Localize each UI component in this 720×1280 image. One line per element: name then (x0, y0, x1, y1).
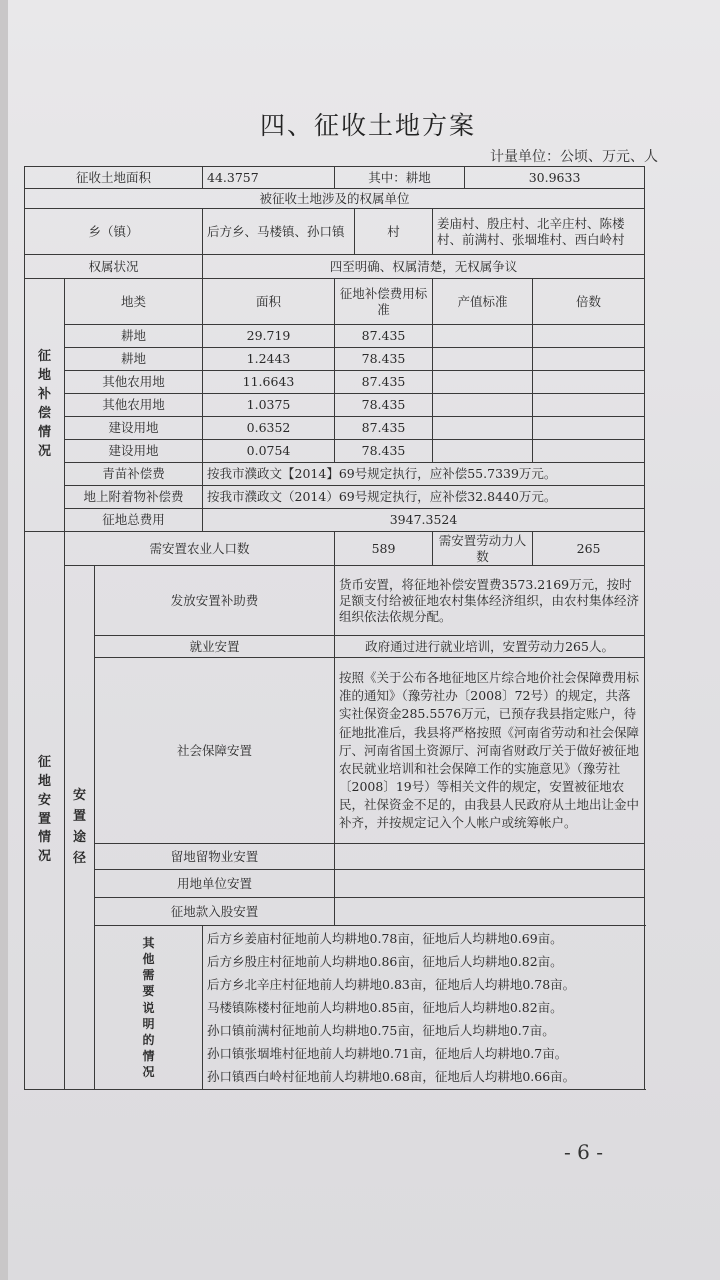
other-notes (203, 926, 645, 1090)
table-row (25, 532, 645, 566)
attachment-compensation-label: 地上附着物补偿费 (65, 486, 203, 509)
table-row (25, 509, 645, 532)
header-multiple: 倍数 (533, 279, 645, 325)
table-row (25, 658, 645, 844)
land-type: 其他农用地 (65, 394, 203, 417)
table-row (25, 209, 645, 255)
reserve-land-label: 留地留物业安置 (95, 844, 335, 870)
land-area: 11.6643 (203, 371, 335, 394)
farm-population-label: 需安置农业人口数 (65, 532, 335, 566)
crop-compensation-value: 按我市濮政文【2014】69号规定执行，应补偿55.7339万元。 (203, 463, 645, 486)
land-standard: 87.435 (335, 417, 433, 440)
area-value: 44.3757 (203, 167, 335, 189)
table-row (25, 371, 645, 394)
land-area: 0.0754 (203, 440, 335, 463)
total-cost-label: 征地总费用 (65, 509, 203, 532)
note-line: 马楼镇陈楼村征地前人均耕地0.85亩，征地后人均耕地0.82亩。 (207, 1000, 563, 1016)
employment-label: 就业安置 (95, 636, 335, 658)
crop-compensation-label: 青苗补偿费 (65, 463, 203, 486)
employment-value: 政府通过进行就业培训，安置劳动力265人。 (335, 636, 645, 658)
land-standard: 87.435 (335, 325, 433, 348)
resettlement-way-label: 安 置 途 径 (65, 566, 95, 1090)
document-page (8, 0, 720, 1280)
table-row (25, 167, 645, 189)
table-row (25, 279, 645, 325)
other-section-label: 其 他 需 要 说 明 的 情 况 (95, 926, 203, 1090)
social-security-label: 社会保障安置 (95, 658, 335, 844)
header-area: 面积 (203, 279, 335, 325)
page-number: - 6 - (564, 1140, 603, 1164)
social-security-value: 按照《关于公布各地征地区片综合地价社会保障费用标准的通知》（豫劳社办〔2008〕72号）的规定，共落实社保资金285.5576万元，已预存我县指定账户，待征地批准后，我县将严格按照《河南省劳动和社会保障厅、河南省国土资源厅、河南省财政厅关于做好被征地农民就业培训和社会保障工作的实施意见》（豫劳社〔2008〕19号）等相关文件的规定，安置被征地农民，社保资金不足的，由我县人民政府从土地出让金中补齐，并按规定记入个人帐户或统筹帐户。 (335, 658, 645, 844)
table-row (25, 394, 645, 417)
land-area: 1.2443 (203, 348, 335, 371)
land-standard: 78.435 (335, 348, 433, 371)
village-value: 姜庙村、殷庄村、北辛庄村、陈楼村、前满村、张堌堆村、西白岭村 (433, 209, 645, 255)
table-row (25, 255, 645, 279)
ownership-value: 四至明确、权属清楚，无权属争议 (203, 255, 645, 279)
table-row (25, 636, 645, 658)
land-standard: 78.435 (335, 440, 433, 463)
land-area: 1.0375 (203, 394, 335, 417)
resettlement-section-label: 征 地 安 置 情 况 (25, 532, 65, 1090)
table-row (25, 189, 645, 209)
table-row (25, 440, 645, 463)
land-type: 建设用地 (65, 440, 203, 463)
table-row (25, 870, 645, 898)
note-line: 后方乡北辛庄村征地前人均耕地0.83亩，征地后人均耕地0.78亩。 (207, 977, 576, 993)
unit-note: 计量单位：公顷、万元、人 (490, 149, 658, 165)
land-type: 其他农用地 (65, 371, 203, 394)
table-row (25, 566, 645, 636)
area-label: 征收土地面积 (25, 167, 203, 189)
header-output-value: 产值标准 (433, 279, 533, 325)
village-label: 村 (355, 209, 433, 255)
table-row (25, 325, 645, 348)
township-label: 乡（镇） (25, 209, 203, 255)
rights-header: 被征收土地涉及的权属单位 (25, 189, 645, 209)
township-value: 后方乡、马楼镇、孙口镇 (203, 209, 355, 255)
land-type: 建设用地 (65, 417, 203, 440)
land-standard: 87.435 (335, 371, 433, 394)
labor-count-label: 需安置劳动力人数 (433, 532, 533, 566)
note-line: 孙口镇张堌堆村征地前人均耕地0.71亩，征地后人均耕地0.7亩。 (207, 1046, 568, 1062)
farm-population-value: 589 (335, 532, 433, 566)
attachment-compensation-value: 按我市濮政文（2014）69号规定执行，应补偿32.8440万元。 (203, 486, 645, 509)
header-land-type: 地类 (65, 279, 203, 325)
land-standard: 78.435 (335, 394, 433, 417)
page-title: 四、征收土地方案 (259, 111, 476, 140)
table-row (25, 486, 645, 509)
land-area: 0.6352 (203, 417, 335, 440)
table-row (25, 348, 645, 371)
share-label: 征地款入股安置 (95, 898, 335, 926)
subsidy-value: 货币安置，将征地补偿安置费3573.2169万元，按时足额支付给被征地农村集体经济组织，由农村集体经济组织依法依规分配。 (335, 566, 645, 636)
land-type: 耕地 (65, 348, 203, 371)
note-line: 孙口镇前满村征地前人均耕地0.75亩，征地后人均耕地0.7亩。 (207, 1023, 555, 1039)
land-acquisition-table (24, 166, 645, 1090)
farmland-label: 其中：耕地 (335, 167, 465, 189)
labor-count-value: 265 (533, 532, 645, 566)
ownership-label: 权属状况 (25, 255, 203, 279)
user-unit-label: 用地单位安置 (95, 870, 335, 898)
note-line: 后方乡姜庙村征地前人均耕地0.78亩，征地后人均耕地0.69亩。 (207, 931, 563, 947)
header-standard: 征地补偿费用标准 (335, 279, 433, 325)
table-row (25, 898, 645, 926)
compensation-section-label: 征 地 补 偿 情 况 (25, 279, 65, 532)
land-area: 29.719 (203, 325, 335, 348)
table-row (25, 844, 645, 870)
land-type: 耕地 (65, 325, 203, 348)
total-cost-value: 3947.3524 (203, 509, 645, 532)
subsidy-label: 发放安置补助费 (95, 566, 335, 636)
farmland-value: 30.9633 (465, 167, 645, 189)
note-line: 后方乡殷庄村征地前人均耕地0.86亩，征地后人均耕地0.82亩。 (207, 954, 563, 970)
table-row (25, 417, 645, 440)
note-line: 孙口镇西白岭村征地前人均耕地0.68亩，征地后人均耕地0.66亩。 (207, 1069, 576, 1085)
table-row (25, 926, 645, 1090)
table-row (25, 463, 645, 486)
